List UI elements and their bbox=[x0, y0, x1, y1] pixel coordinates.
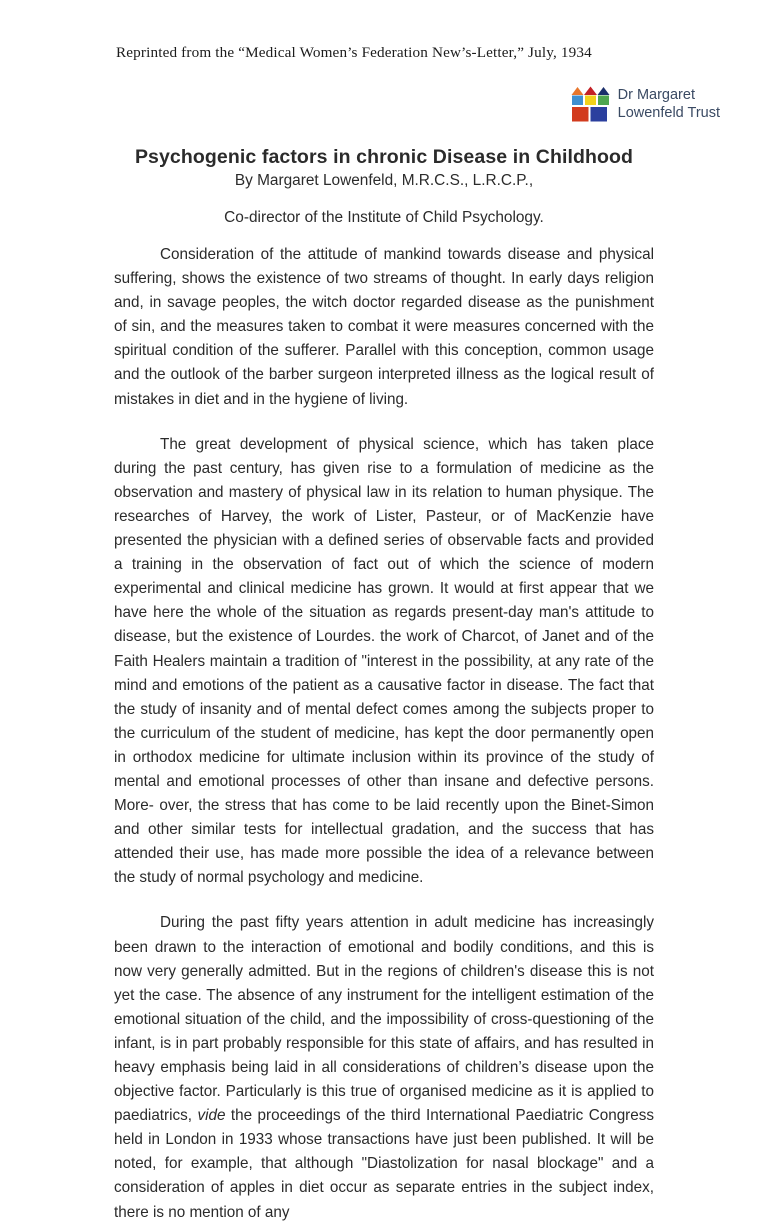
paragraph-3-text-before-italic: During the past fifty years attention in adult medicine has increasingly been drawn to the interaction of emotional and bodily conditions, and this is now very generally admitted. But in the regions of children's disease this is not yet the case. The absence of any instrument for the intelligent estimation of the emotional situation of the child, and the impossibility of cross-questioning of the infant, is in part probably responsible for this state of affairs, and has resulted in heavy emphasis being laid in all considerations of children’s disease upon the objective factor. Particularly is this true of organised medicine as it is applied to paediatrics, bbox=[114, 914, 654, 1125]
paragraph-3-text-after-italic: the proceedings of the third International Paediatric Congress held in London in 1933 whose transactions have just been published. It will be noted, for example, that although "Diastolization for nasal blockage" and a consideration of apples in diet occur as separate entries in the subject index, there is no mention of any bbox=[114, 1107, 654, 1221]
paragraph-3-italic-term: vide bbox=[197, 1107, 226, 1125]
page-title: Psychogenic factors in chronic Disease in Childhood bbox=[134, 146, 634, 169]
logo-line-1: Dr Margaret bbox=[617, 87, 695, 104]
building-blocks-icon bbox=[571, 86, 611, 123]
author-byline: By Margaret Lowenfeld, M.R.C.S., L.R.C.P., bbox=[234, 172, 534, 189]
author-affiliation: Co-director of the Institute of Child Psychology. bbox=[224, 209, 544, 226]
logo-wordmark bbox=[618, 87, 720, 121]
body-paragraph-3 bbox=[114, 911, 654, 1224]
reprint-source-line: Reprinted from the “Medical Women’s Federation New’s-Letter,” July, 1934 bbox=[116, 44, 592, 61]
body-paragraph-1: Consideration of the attitude of mankind towards disease and physical suffering, shows the existence of two streams of thought. In early days religion and, in savage peoples, the witch doctor regarded disease as the punishment of sin, and the measures taken to combat it were measures concerned with the spiritual condition of the sufferer. Parallel with this conception, common usage and the outlook of the barber surgeon interpreted illness as the logical result of mistakes in diet and in the hygiene of living. bbox=[114, 246, 654, 408]
body-paragraph-2: The great development of physical science, which has taken place during the past century, has given rise to a formulation of medicine as the observation and mastery of physical law in its relation to human physique. The researches of Harvey, the work of Lister, Pasteur, or of MacKenzie have presented the physician with a defined series of observable facts and provided a training in the observation of fact out of which the science of modern experimental and clinical medicine has grown. It would at first appear that we have here the whole of the situation as regards present-day man's attitude to disease, but the existence of Lourdes. the work of Charcot, of Janet and of the Faith Healers maintain a tradition of "interest in the possibility, at any rate of the mind and emotions of the patient as a causative factor in disease. The fact that the study of insanity and of mental defect comes among the subjects proper to the curriculum of the student of medicine, has kept the door permanently open in orthodox medicine for ultimate inclusion within its province of the study of mental and emotional processes of other than insane and defective persons. More- over, the stress that has come to be laid recently upon the Binet-Simon and other similar tests for intellectual gradation, and the success that has attended their use, has made more possible the idea of a relevance between the study of normal psychology and medicine. bbox=[114, 435, 654, 887]
dr-margaret-lowenfeld-trust-logo bbox=[571, 86, 720, 123]
document-body bbox=[114, 243, 654, 1225]
logo-line-2: Lowenfeld Trust bbox=[617, 104, 720, 121]
